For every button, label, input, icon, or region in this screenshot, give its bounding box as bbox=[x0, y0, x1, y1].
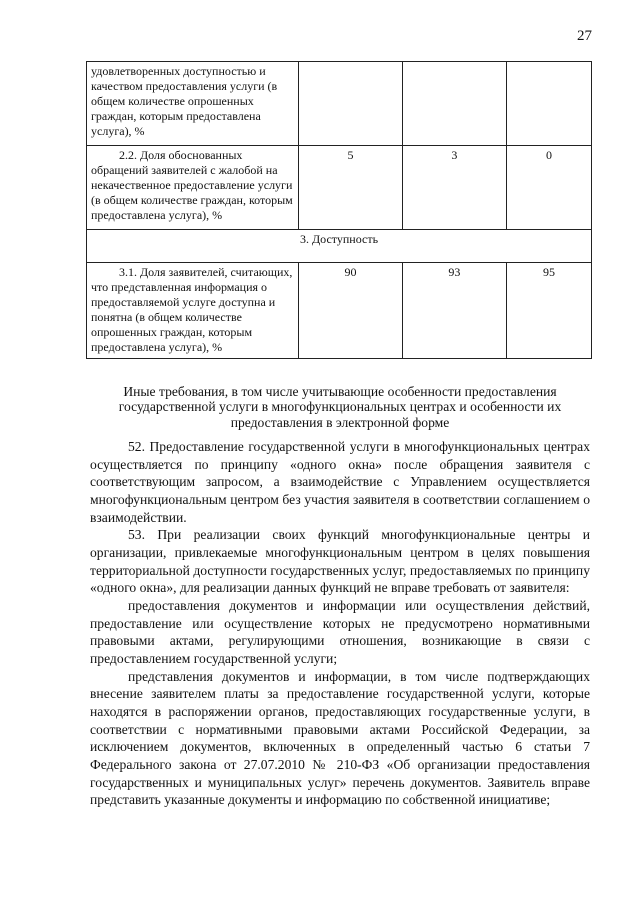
paragraph-item: представления документов и информации, в том числе подтверждающих внесение заявителем платы за предоставление государственной услуги, которые находятся в распоряжении органов, предоставляющих государственные услуги, в соответствии с нормативными правовыми актами Российской Федерации, за исключением документов, включенных в определенный частью 6 статьи 7 Федерального закона от 27.07.2010 № 210-ФЗ «Об организации предоставления государственных и муниципальных услуг» перечень документов. Заявитель вправе представить указанные документы и информацию по собственной инициативе; bbox=[90, 668, 590, 808]
indicator-cell bbox=[87, 146, 299, 230]
value-cell: 0 bbox=[506, 146, 591, 230]
body-text bbox=[90, 438, 590, 809]
value-cell bbox=[402, 62, 506, 146]
table-row bbox=[87, 62, 592, 146]
paragraph-item: предоставления документов и информации или осуществления действий, предоставление или осуществление которых не предусмотрено нормативными правовыми актами, регулирующими отношения, возникающие в связи с предоставлением государственной услуги; bbox=[90, 598, 590, 667]
indicators-table bbox=[86, 61, 592, 359]
indicator-cell: удовлетворенных доступностью и качеством предоставления услуги (в общем количестве опрошенных граждан, которым предоставлена услуга), % bbox=[87, 62, 299, 146]
value-cell: 95 bbox=[506, 263, 591, 359]
section-heading: Иные требования, в том числе учитывающие особенности предоставления государственной услуги в многофункциональных центрах и особенности их предоставления в электронной форме bbox=[118, 384, 562, 430]
paragraph-53: 53. При реализации своих функций многофункциональные центры и организации, привлекаемые многофункциональным центром в целях повышения территориальной доступности государственных услуг, предоставляемых по принципу «одного окна», для реализации данных функций не вправе требовать от заявителя: bbox=[90, 527, 590, 596]
paragraph-52: 52. Предоставление государственной услуги в многофункциональных центрах осуществляется по принципу «одного окна» после обращения заявителя с соответствующим запросом, а взаимодействие с Управлением осуществляется многофункциональным центром без участия заявителя в соответствии соглашением о взаимодействии. bbox=[90, 439, 590, 525]
value-cell: 93 bbox=[402, 263, 506, 359]
indicator-text: 3.1. Доля заявителей, считающих, что представленная информация о предоставляемой услуге доступна и понятна (в общем количестве опрошенных граждан, которым предоставлена услуга), % bbox=[91, 265, 293, 354]
indicator-text: 2.2. Доля обоснованных обращений заявителей с жалобой на некачественное предоставление услуги (в общем количестве граждан, которым предоставлена услуга), % bbox=[91, 148, 293, 222]
section-title: 3. Доступность bbox=[87, 230, 592, 263]
value-cell: 3 bbox=[402, 146, 506, 230]
value-cell: 5 bbox=[299, 146, 403, 230]
value-cell bbox=[299, 62, 403, 146]
indicator-cell bbox=[87, 263, 299, 359]
page-number: 27 bbox=[577, 28, 592, 44]
value-cell: 90 bbox=[299, 263, 403, 359]
section-row bbox=[87, 230, 592, 263]
table-row bbox=[87, 263, 592, 359]
value-cell bbox=[506, 62, 591, 146]
table-row bbox=[87, 146, 592, 230]
